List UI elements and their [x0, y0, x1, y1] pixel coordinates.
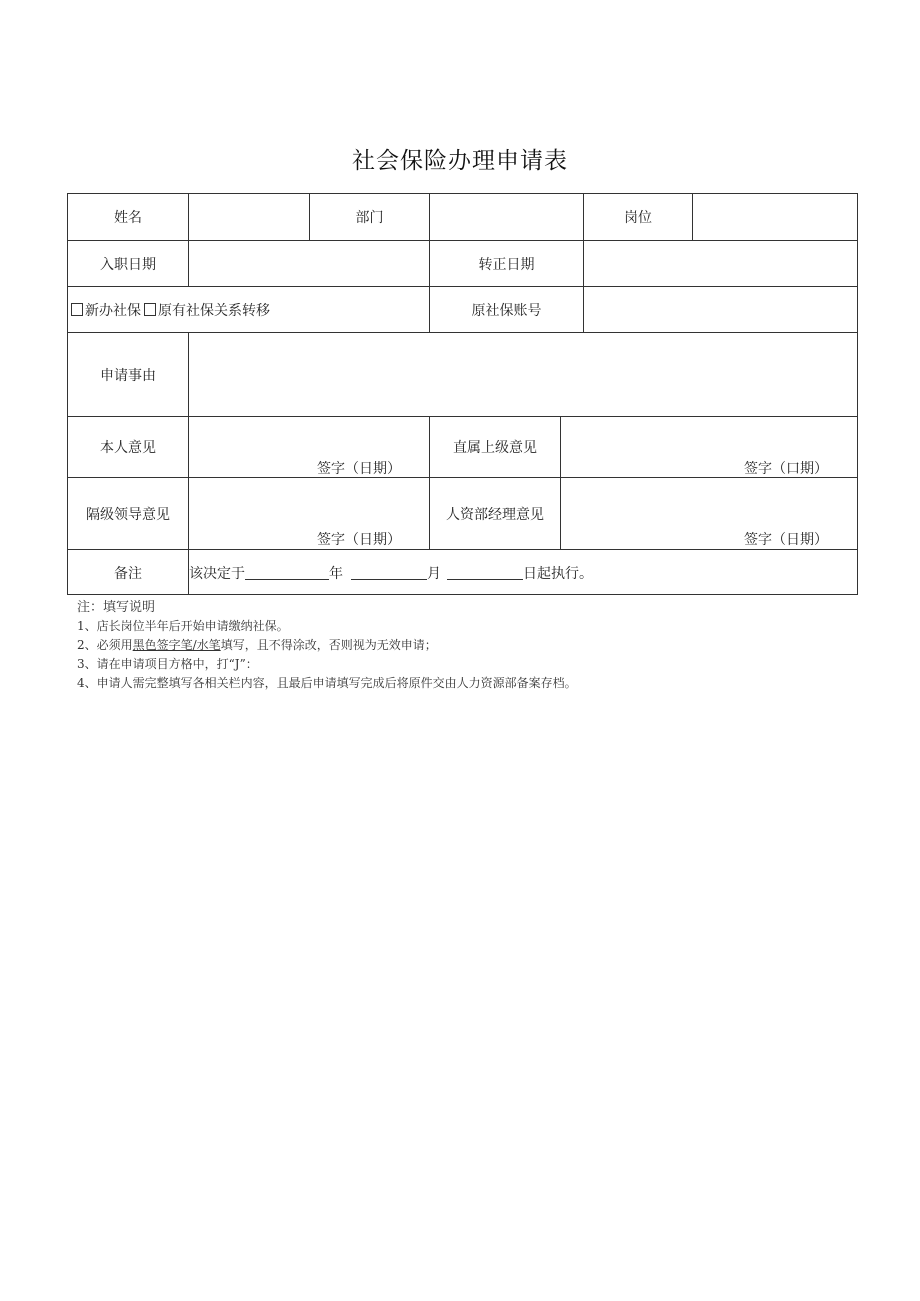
superior-signature-date: 签字（口期）	[744, 461, 828, 477]
remark-month: 月	[427, 565, 441, 582]
remark-label: 备注	[114, 565, 142, 582]
hire-date-label: 入职日期	[100, 256, 156, 273]
instruction-prefix: 2、必须用	[77, 638, 133, 652]
insurance-type-options	[68, 287, 429, 332]
instruction-item: 1、店长岗位半年后开始申请缴纳社保。	[77, 619, 289, 633]
hire-date-field[interactable]	[189, 241, 429, 286]
page-title: 社会保险办理申请表	[352, 148, 568, 174]
reason-label: 申请事由	[100, 367, 156, 384]
hr-manager-opinion-label: 人资部经理意见	[446, 506, 544, 523]
remark-year: 年	[329, 565, 343, 582]
superior-opinion-label: 直属上级意见	[453, 440, 537, 456]
month-blank[interactable]	[351, 565, 427, 580]
hr-manager-signature-date: 签字（日期）	[744, 532, 828, 548]
name-field[interactable]	[189, 194, 309, 240]
self-opinion-label: 本人意见	[100, 440, 156, 456]
year-blank[interactable]	[245, 565, 329, 580]
transfer-insurance-option-label: 原有社保关系转移	[158, 302, 270, 319]
new-insurance-checkbox[interactable]	[71, 303, 83, 316]
day-blank[interactable]	[447, 565, 523, 580]
skip-level-opinion-label: 隔级领导意见	[86, 506, 170, 523]
self-signature-date: 签字（日期）	[317, 461, 401, 477]
new-insurance-option-label: 新办社保	[85, 302, 141, 319]
name-label: 姓名	[114, 210, 142, 226]
remark-day-suffix: 日起执行。	[523, 565, 593, 582]
position-label: 岗位	[624, 210, 652, 226]
instruction-emphasis: 黑色签字笔/水笔	[132, 638, 221, 652]
original-account-label: 原社保账号	[471, 302, 542, 319]
remark-field	[189, 550, 857, 595]
instructions	[77, 598, 577, 693]
department-field[interactable]	[430, 194, 583, 240]
original-account-field[interactable]	[584, 287, 857, 332]
skip-level-signature-date: 签字（日期）	[317, 532, 401, 548]
instructions-heading: 注：填写说明	[77, 600, 156, 615]
instruction-suffix: 填写，且不得涂改，否则视为无效申请；	[220, 638, 437, 652]
instruction-item	[77, 636, 577, 655]
position-field[interactable]	[693, 194, 857, 240]
remark-prefix: 该决定于	[189, 565, 245, 582]
department-label: 部门	[355, 210, 384, 226]
instruction-item: 4、申请人需完整填写各相关栏内容，且最后申请填写完成后将原件交由人力资源部备案存档。	[77, 676, 577, 690]
application-form	[67, 193, 858, 595]
reason-field[interactable]	[189, 333, 857, 416]
regular-date-label: 转正日期	[478, 256, 535, 273]
regular-date-field[interactable]	[584, 241, 857, 286]
transfer-insurance-checkbox[interactable]	[144, 303, 156, 316]
instruction-item: 3、请在申请项目方格中，打“J”：	[77, 657, 258, 671]
